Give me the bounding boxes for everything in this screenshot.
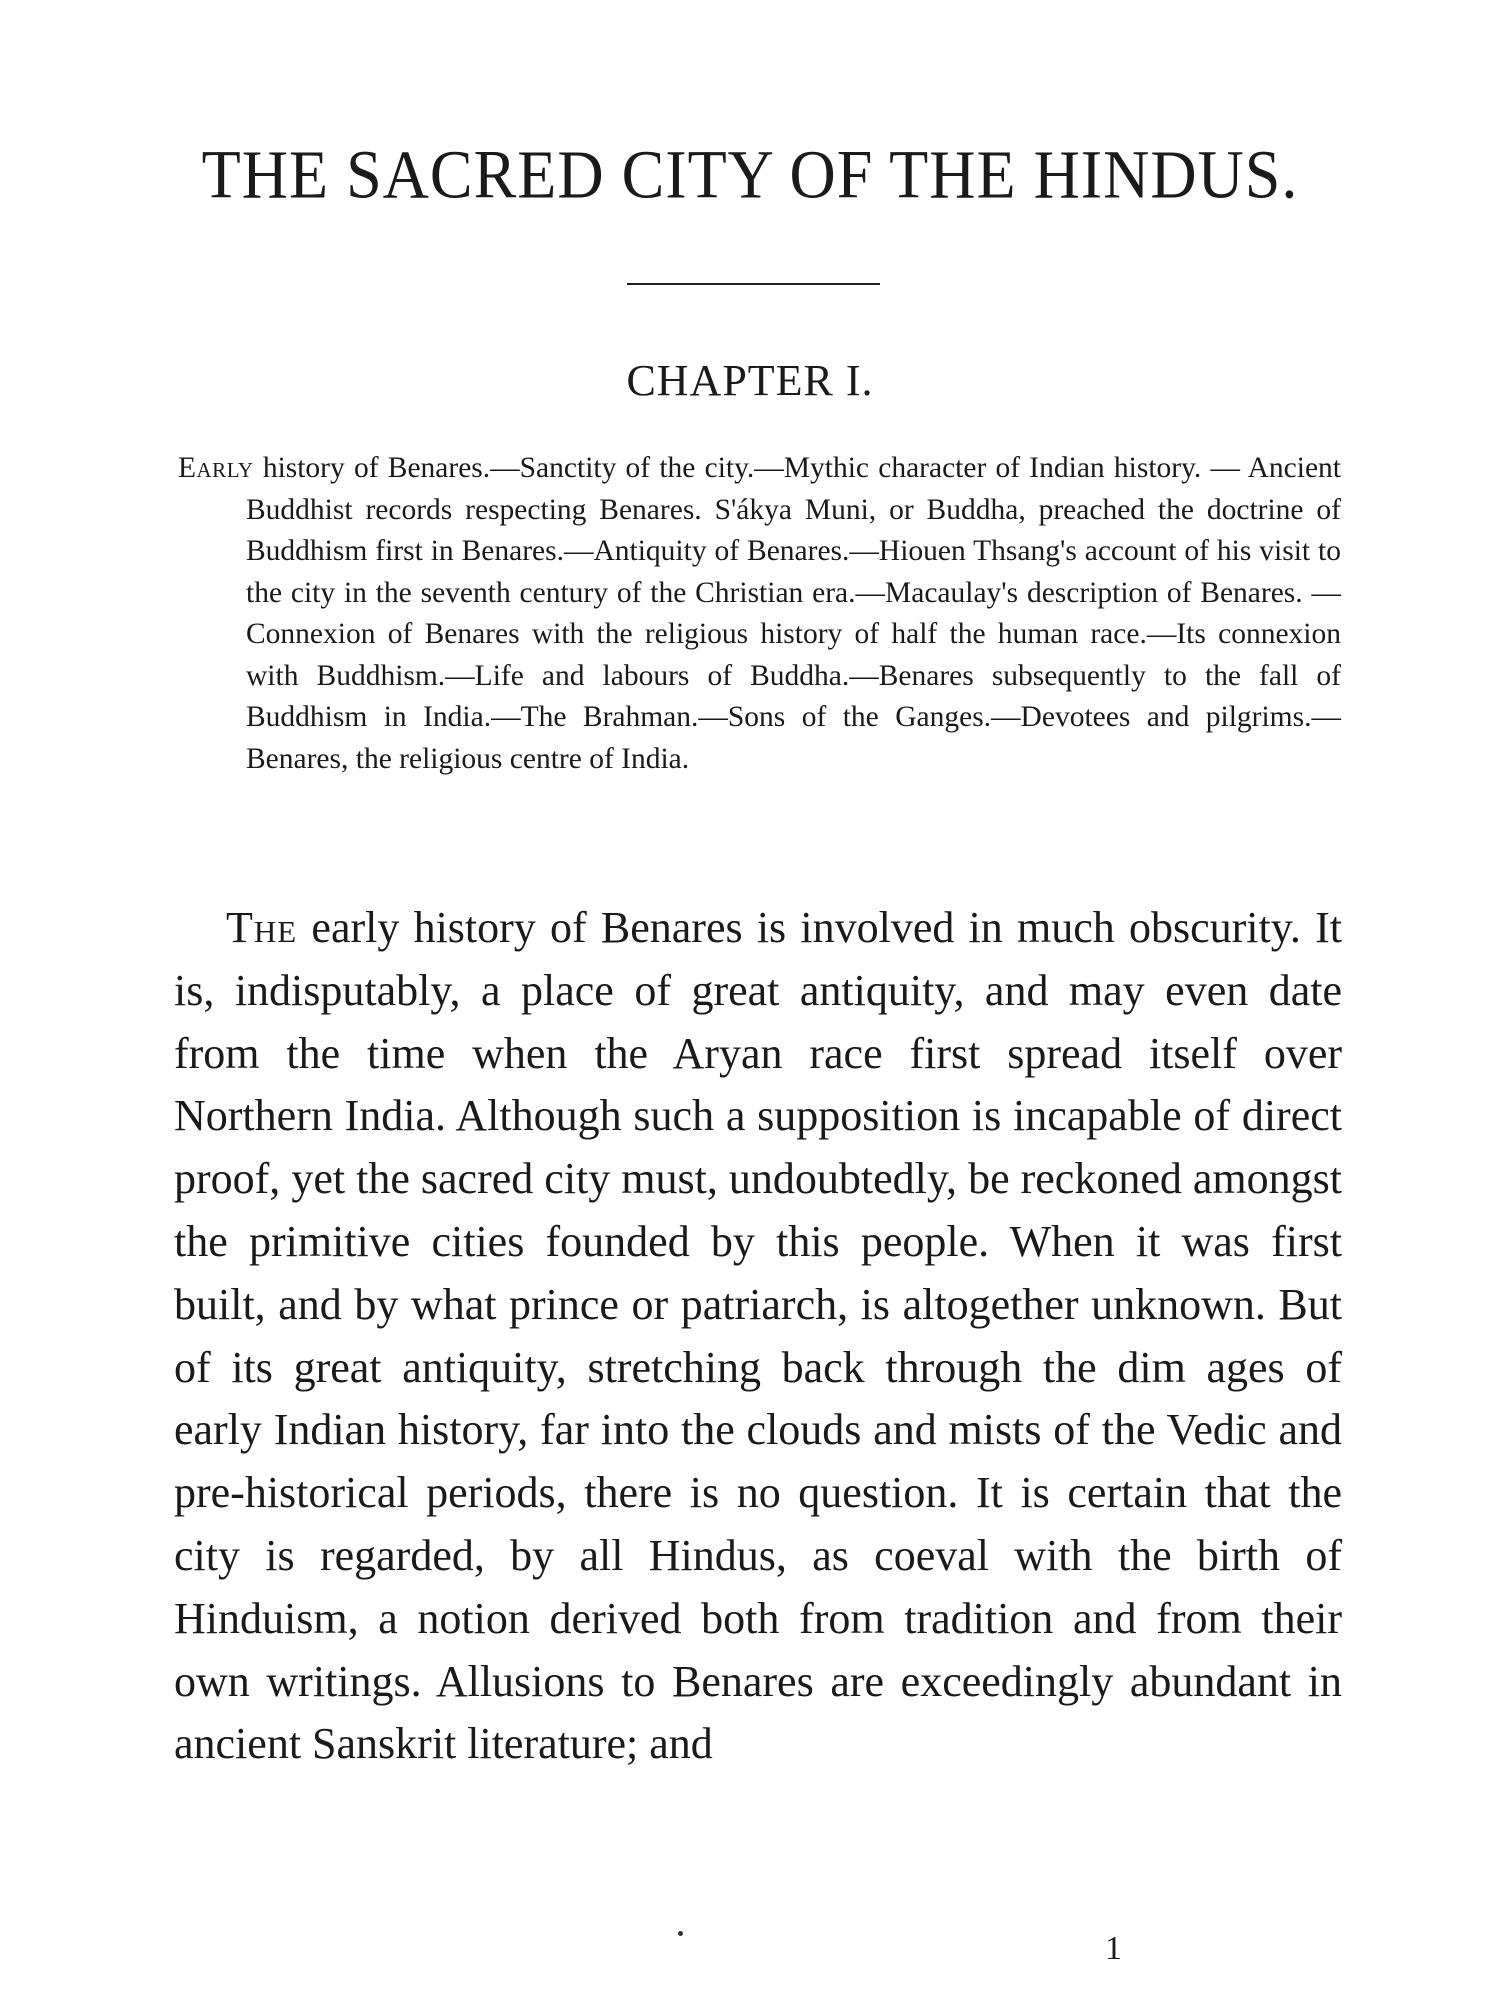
synopsis-text: history of Benares.—Sanctity of the city.—Mythic character of Indian history. — Ancient Buddhist records respecting Benares. S'ákya Muni, or Buddha, preached the doctrine of Buddhism first in Benares.—Antiquity of Benares.—Hiouen Thsang's account of his visit to the city in the seventh century of the Christian era.—Macaulay's description of Benares. — Connexion of Benares with the religious history of half the human race.—Its connexion with Buddhism.—Life and labours of Buddha.—Benares subsequently to the fall of Buddhism in India.—The Brahman.—Sons of the Ganges.—Devotees and pilgrims.—Benares, the religious centre of India. bbox=[246, 452, 1341, 775]
chapter-synopsis bbox=[178, 448, 1341, 780]
body-first-word: The bbox=[226, 903, 298, 952]
book-title: THE SACRED CITY OF THE HINDUS. bbox=[201, 136, 1299, 213]
chapter-heading: CHAPTER I. bbox=[626, 356, 874, 405]
body-text: early history of Benares is involved in much obscurity. It is, indisputably, a place of great antiquity, and may even date from the time when the Aryan race first spread itself over Northern India. Although such a supposition is incapable of direct proof, yet the sacred city must, undoubtedly, be reckoned amongst the primitive cities founded by this people. When it was first built, and by what prince or patriarch, is altogether unknown. But of its great antiquity, stretching back through the dim ages of early Indian history, far into the clouds and mists of the Vedic and pre-historical periods, there is no question. It is certain that the city is regarded, by all Hindus, as coeval with the birth of Hinduism, a notion derived both from tradition and from their own writings. Allusions to Benares are exceedingly abundant in ancient Sanskrit literature; and bbox=[174, 903, 1342, 1769]
body-paragraph bbox=[174, 897, 1342, 1776]
page-number: 1 bbox=[1105, 1930, 1122, 1967]
print-speck bbox=[678, 1931, 683, 1936]
title-divider-rule bbox=[627, 283, 880, 285]
synopsis-first-word: Early bbox=[178, 452, 254, 484]
